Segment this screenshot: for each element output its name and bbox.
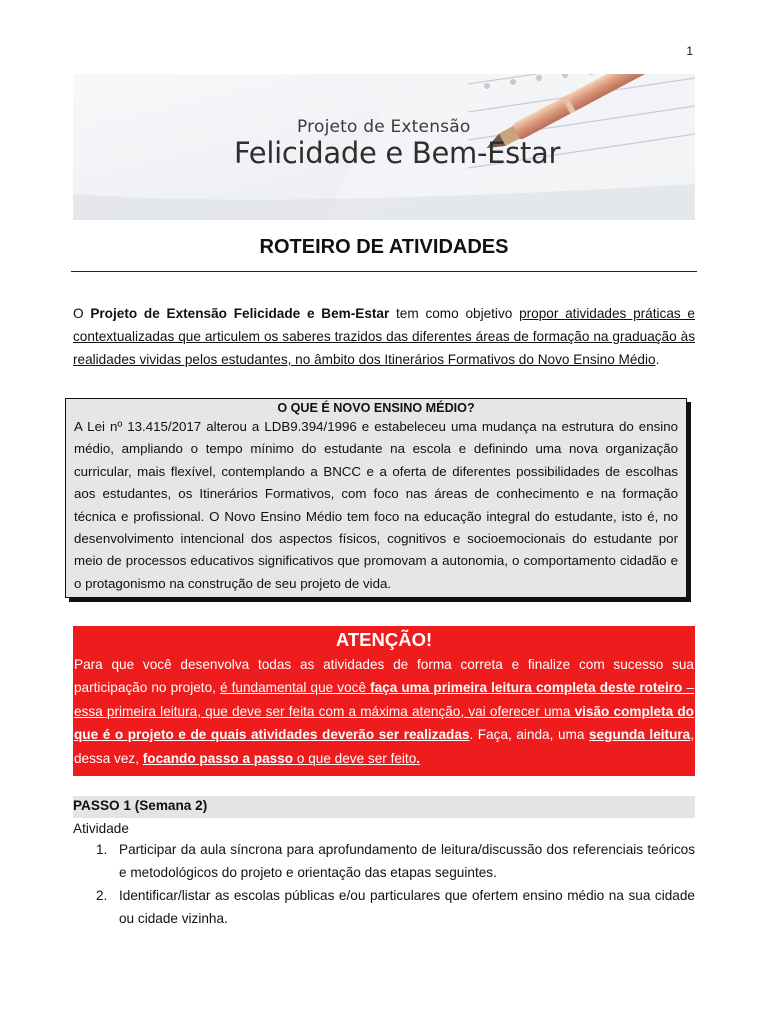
info-box-body: A Lei nº 13.415/2017 alterou a LDB9.394/1996 e estabeleceu uma mudança na estrutura do ensino médio, ampliando o tempo mínimo do estudante na escola e definindo uma nova organização curricular, mais flexível, contemplando a BNCC e a oferta de diferentes possibilidades de escolhas aos estudantes, os Itinerários Formativos, com foco nas áreas de conhecimento e na formação técnica e profissional. O Novo Ensino Médio tem foco na educação integral do estudante, isto é, no desenvolvimento intencional dos aspectos físicos, cognitivos e socioemocionais do estudante por meio de processos educativos significativos que promovam a autonomia, o comportamento cidadão e o protagonismo na construção de seu projeto de vida. [74, 419, 678, 591]
alert-text: . [416, 750, 421, 766]
attention-box [73, 626, 695, 776]
project-name: Projeto de Extensão Felicidade e Bem-Estar [90, 306, 390, 321]
attention-body [74, 653, 694, 770]
alert-emphasis: segunda leitura [588, 727, 691, 743]
project-objective: propor atividades práticas e contextualizadas que articulem os saberes trazidos das diferentes áreas de formação na graduação às realidades vividas pelos estudantes, no âmbito dos Itinerários Formativos do Novo Ensino Médio [73, 306, 695, 367]
alert-emphasis: visão completa do que é o projeto e de quais atividades deverão ser realizadas [74, 703, 694, 743]
info-box [65, 398, 687, 598]
alert-text: é fundamental que você [220, 680, 371, 696]
alert-text: , dessa vez, [74, 727, 695, 766]
intro-text: O [73, 306, 91, 321]
document-title: ROTEIRO DE ATIVIDADES [259, 236, 509, 258]
alert-emphasis: focando passo a passo [142, 750, 294, 766]
intro-text: tem como objetivo [389, 306, 520, 321]
alert-text: – essa primeira leitura, que deve ser feita com a máxima atenção, vai oferecer uma [74, 680, 695, 719]
banner-subtitle: Projeto de Extensão [297, 117, 471, 137]
alert-emphasis: faça uma primeira leitura completa deste roteiro [370, 680, 683, 696]
list-item-number: 2. [96, 888, 108, 903]
banner-title: Felicidade e Bem-Estar [234, 136, 561, 170]
info-box-title: O QUE É NOVO ENSINO MÉDIO? [277, 401, 475, 415]
list-item-text: Participar da aula síncrona para aprofundamento de leitura/discussão dos referenciais teóricos e metodológicos do projeto e orientação das etapas seguintes. [119, 842, 695, 880]
list-item [96, 884, 695, 930]
list-item-text: Identificar/listar as escolas públicas e/ou particulares que ofertem ensino médio na sua cidade ou cidade vizinha. [119, 888, 695, 926]
attention-title: ATENÇÃO! [335, 629, 433, 650]
alert-text: Para que você desenvolva todas as atividades de forma correta e finalize com sucesso sua participação no projeto, [74, 657, 694, 696]
step-1-subheading: Atividade [73, 821, 129, 836]
intro-paragraph [73, 302, 695, 371]
header-banner [73, 74, 695, 220]
step-1-heading: PASSO 1 (Semana 2) [73, 796, 695, 818]
alert-text: . Faça, ainda, uma [469, 727, 589, 743]
list-item [96, 838, 695, 884]
intro-text: . [655, 352, 660, 367]
alert-text: o que deve ser feito [293, 750, 417, 766]
list-item-number: 1. [96, 842, 108, 857]
page-number: 1 [686, 44, 693, 58]
step-1-list [96, 838, 695, 930]
title-divider [71, 271, 697, 272]
